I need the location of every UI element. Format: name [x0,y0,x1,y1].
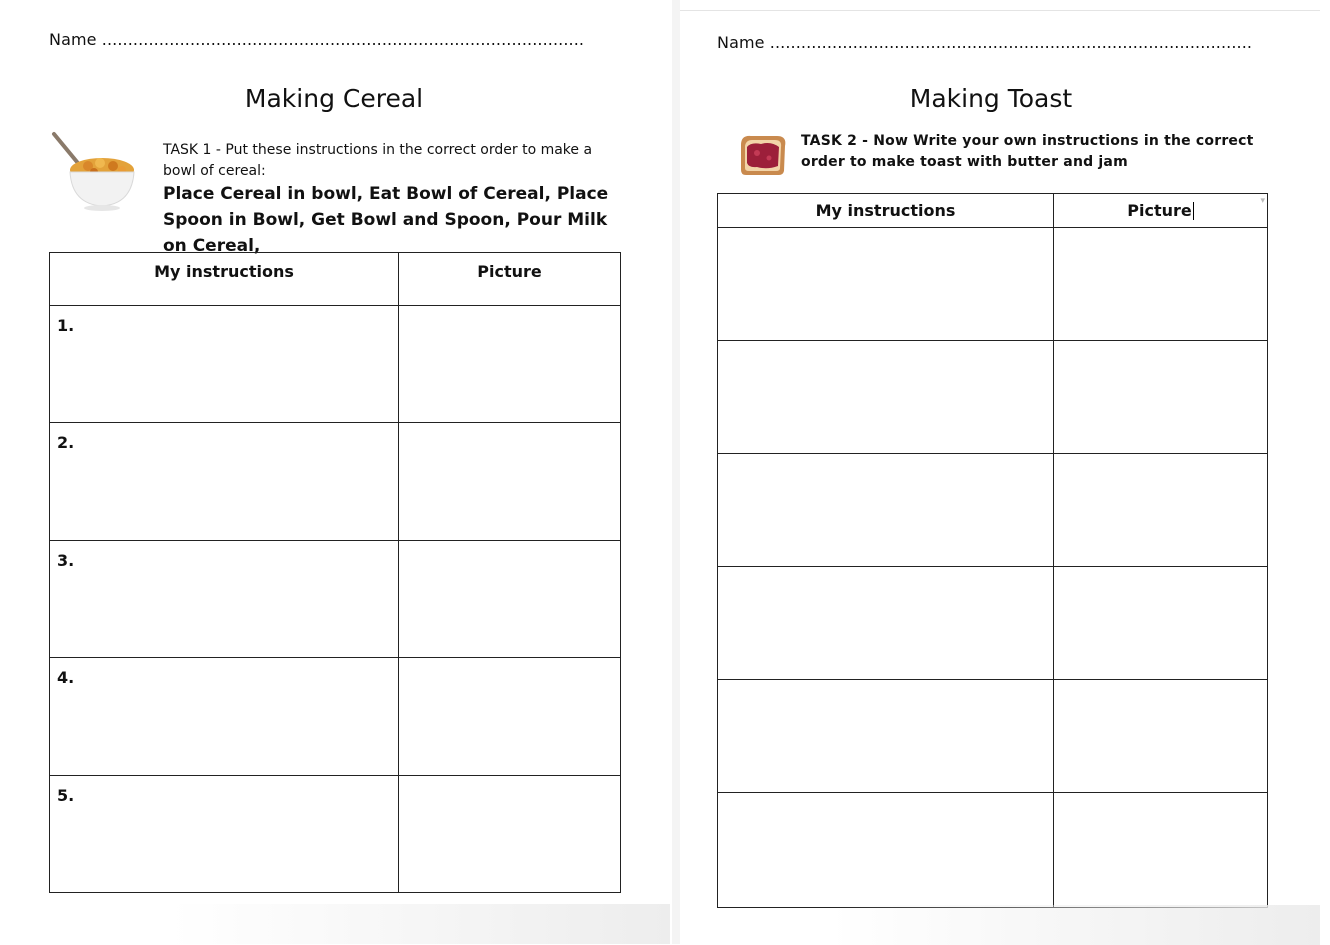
page-shadow [830,905,1320,945]
table-row [50,658,621,776]
instruction-cell[interactable] [50,658,399,776]
picture-cell[interactable] [399,776,621,893]
text-cursor [1193,202,1194,220]
header-picture[interactable] [1054,194,1268,228]
instruction-cell[interactable] [718,680,1054,793]
page-shadow [170,904,670,944]
instruction-cell[interactable] [718,567,1054,680]
header-picture-label: Picture [1127,200,1192,220]
instruction-cell[interactable] [50,541,399,658]
instructions-table [717,193,1268,908]
table-row [50,423,621,541]
picture-cell[interactable] [1054,680,1268,793]
cereal-bowl-icon [50,130,140,212]
picture-cell[interactable] [1054,341,1268,454]
picture-cell[interactable] [1054,454,1268,567]
table-row [718,228,1268,341]
picture-cell[interactable] [1054,567,1268,680]
table-row [50,306,621,423]
page-gutter [672,0,680,944]
row-number: 3. [57,551,75,570]
table-row [718,793,1268,908]
page-making-toast [680,10,1320,945]
instruction-cell[interactable] [718,454,1054,567]
picture-cell[interactable] [399,306,621,423]
row-number: 4. [57,668,75,687]
toast-jam-icon [737,133,789,177]
instruction-cell[interactable] [50,776,399,893]
picture-cell[interactable] [1054,793,1268,908]
header-my-instructions: My instructions [718,194,1054,228]
instruction-cell[interactable] [718,793,1054,908]
picture-cell[interactable] [399,423,621,541]
instruction-cell[interactable] [50,423,399,541]
table-row [50,541,621,658]
row-number: 1. [57,316,75,335]
page-title: Making Cereal [244,84,424,113]
header-picture: Picture [399,253,621,306]
row-number: 5. [57,786,75,805]
instruction-cell[interactable] [718,228,1054,341]
name-line: Name ............................................................................................. [49,30,585,49]
table-row [718,680,1268,793]
picture-cell[interactable] [1054,228,1268,341]
name-line: Name ............................................................................................. [717,33,1253,52]
table-row [50,776,621,893]
row-number: 2. [57,433,75,452]
table-row [718,454,1268,567]
table-header-row [718,194,1268,228]
instruction-cell[interactable] [718,341,1054,454]
instruction-cell[interactable] [50,306,399,423]
picture-cell[interactable] [399,658,621,776]
page-title: Making Toast [909,84,1073,113]
task-1-items: Place Cereal in bowl, Eat Bowl of Cereal, Place Spoon in Bowl, Get Bowl and Spoon, Pour Milk on Cereal, [163,184,609,256]
task-1-instructions: TASK 1 - Put these instructions in the correct order to make a bowl of cereal: [163,142,593,179]
header-my-instructions: My instructions [50,253,399,306]
table-header-row [50,253,621,306]
task-2-instructions: TASK 2 - Now Write your own instructions in the correct order to make toast with butter and jam [801,133,1254,170]
instructions-table [49,252,621,893]
cell-dropdown-icon[interactable]: ▾ [1260,196,1265,206]
table-row [718,567,1268,680]
picture-cell[interactable] [399,541,621,658]
table-row [718,341,1268,454]
